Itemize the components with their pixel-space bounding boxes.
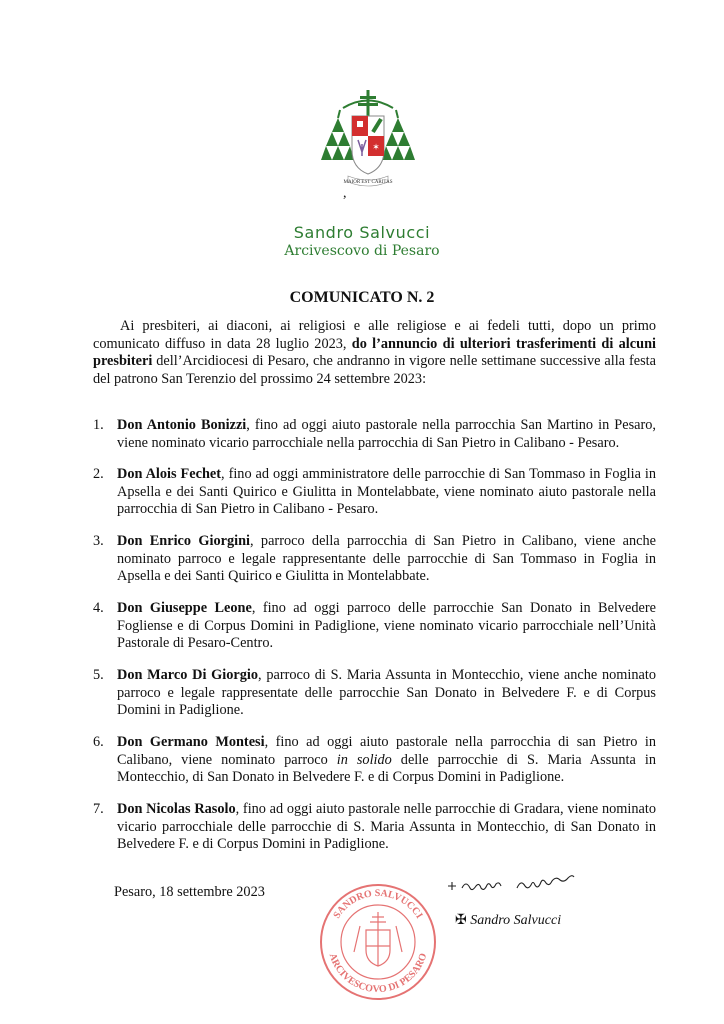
priest-name: Don Marco Di Giorgio (117, 667, 259, 683)
item-text-2: delle parrocchie di S. Maria Assunta in Montecchio, di San Donato in Belvedere F. e di Corpus Domini in Padiglione. (117, 751, 656, 785)
item-text: , parroco di S. Maria Assunta in Montecchio, viene anche nominato parroco e legale rappresentate delle parrocchie San Donato in Belvedere F. e di Corpus Domini in Padiglione. (117, 667, 656, 718)
cross-icon: ✠ (455, 913, 471, 928)
intro-text-1: Ai presbiteri, ai diaconi, ai religiosi e alle religiose e ai fedeli tutti, dopo un primo comunicato diffuso in data 28 luglio 2023, (93, 318, 656, 352)
item-number: 4. (93, 600, 104, 616)
archbishop-seal-stamp (318, 880, 438, 1004)
document-title: COMUNICATO N. 2 (289, 289, 435, 306)
priest-name: Don Germano Montesi (117, 734, 265, 750)
priest-name: Don Antonio Bonizzi (117, 417, 247, 433)
item-text: , fino ad oggi amministratore delle parrocchie di San Tommaso in Foglia in Apsella e dei Santi Quirico e Giulitta in Montelabbate, viene nominato aiuto pastorale nella parrocchia di San Pietro in Calibano - Pesaro. (117, 466, 656, 517)
item-text: , parroco della parrocchia di San Pietro in Calibano, viene anche nominato parroco e legale rappresentante delle parrocchie di San Tommaso in Foglia in Apsella e dei Santi Quirico e Giulitta in Montelabbate. (117, 533, 656, 584)
item-number: 2. (93, 466, 104, 482)
list-item (93, 600, 656, 653)
priest-name: Don Alois Fechet (117, 466, 222, 482)
signature-name: ✠ Sandro Salvucci (455, 913, 562, 928)
archbishop-title: Arcivescovo di Pesaro (284, 243, 440, 259)
priest-name: Don Giuseppe Leone (117, 600, 252, 616)
list-item (93, 734, 656, 787)
list-item (93, 533, 656, 586)
item-italic: in solido (336, 751, 392, 768)
item-text: , fino ad oggi aiuto pastorale nella parrocchia San Martino in Pesaro, viene nominato vicario parrocchiale nella parrocchia di San Pietro in Calibano - Pesaro. (117, 417, 657, 451)
list-item (93, 801, 656, 854)
document-date: Pesaro, 18 settembre 2023 (114, 884, 265, 900)
item-text: , fino ad oggi parroco delle parrocchie San Donato in Belvedere Fogliense e di Corpus Domini in Padiglione, viene nominato vicario parrocchiale nell’Unità Pastorale di Pesaro-Centro. (117, 600, 656, 651)
archbishop-name: Sandro Salvucci (293, 223, 431, 242)
intro-bold: do l’annuncio di ulteriori trasferimenti di alcuni presbiteri (93, 335, 656, 369)
item-number: 6. (93, 734, 104, 750)
item-number: 3. (93, 533, 104, 549)
list-item (93, 667, 656, 720)
item-text: , fino ad oggi aiuto pastorale nelle parrocchie di Gradara, viene nominato vicario parrocchiale delle parrocchie di S. Maria Assunta in Montecchio, di San Donato in Belvedere F. e di Corpus Domini in Padiglione. (117, 801, 656, 852)
item-text: , fino ad oggi aiuto pastorale nella parrocchia di san Pietro in Calibano, viene nominato parroco (117, 734, 657, 768)
list-item (93, 466, 656, 519)
list-item (93, 417, 656, 452)
item-number: 7. (93, 801, 104, 817)
motto-text: MAIOR EST CARITAS (343, 180, 393, 185)
svg-text:SANDRO SALVUCCI: SANDRO SALVUCCI (331, 887, 425, 921)
item-number: 5. (93, 667, 104, 683)
priest-name: Don Enrico Giorgini (117, 533, 251, 549)
stray-mark: , (343, 186, 347, 201)
svg-text:✶: ✶ (372, 142, 380, 152)
priest-name: Don Nicolas Rasolo (117, 801, 236, 817)
svg-text:ARCIVESCOVO DI PESARO: ARCIVESCOVO DI PESARO (326, 951, 430, 996)
intro-text-2: dell’Arcidiocesi di Pesaro, che andranno in vigore nelle settimane successive alla festa del patrono San Terenzio del prossimo 24 settembre 2023: (93, 353, 656, 387)
item-number: 1. (93, 417, 104, 433)
handwritten-signature (442, 872, 592, 902)
coat-of-arms-emblem (318, 88, 418, 198)
intro-paragraph (93, 318, 656, 388)
